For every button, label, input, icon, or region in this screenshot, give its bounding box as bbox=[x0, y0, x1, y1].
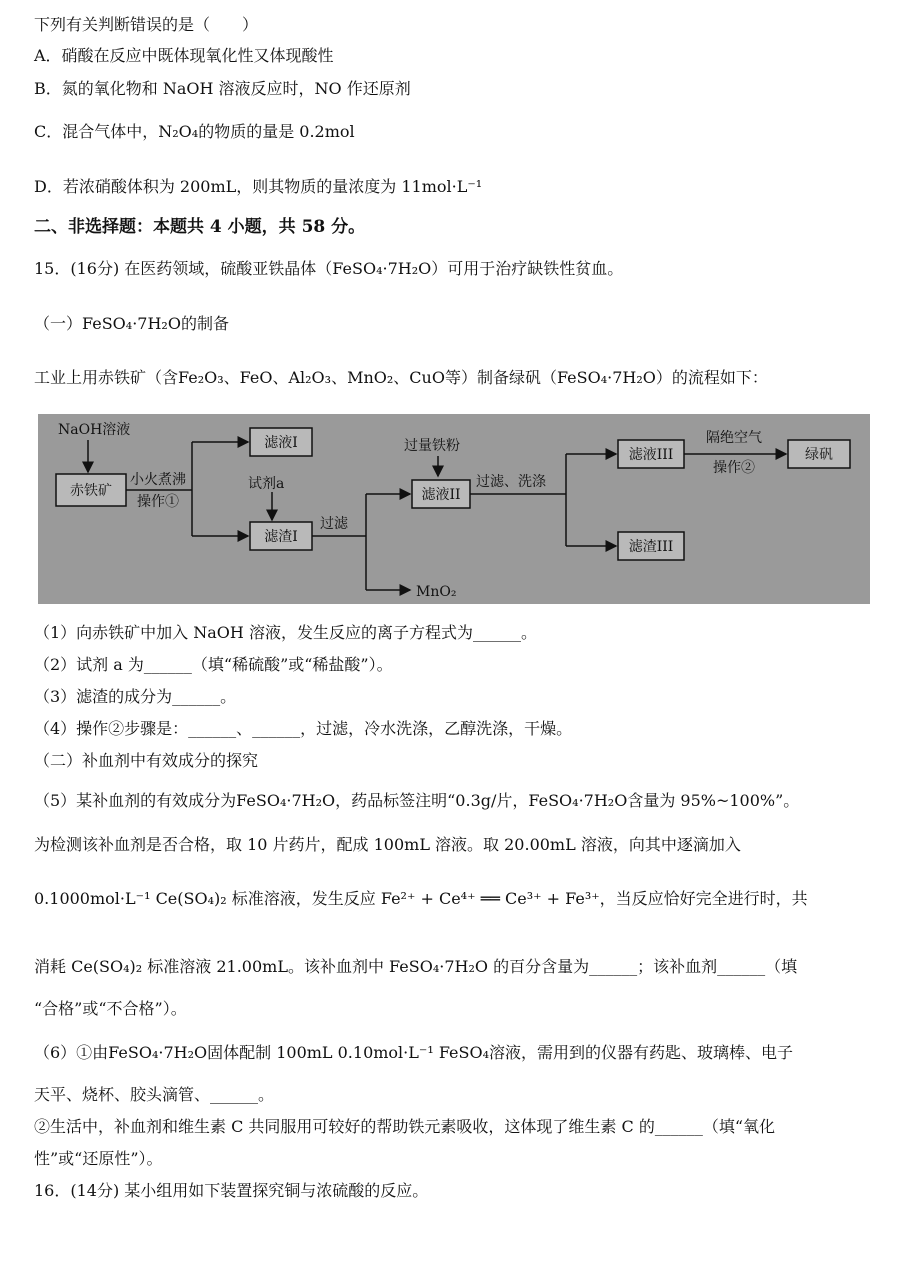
q15-sub6-line2: 天平、烧杯、胶头滴管、______。 bbox=[34, 1085, 275, 1104]
q14-option-d: D．若浓硝酸体积为 200mL，则其物质的量浓度为 11mol·L⁻¹ bbox=[34, 177, 483, 196]
isolate-label: 隔绝空气 bbox=[706, 430, 762, 446]
q15-sub1: （1）向赤铁矿中加入 NaOH 溶液，发生反应的离子方程式为______。 bbox=[34, 623, 537, 642]
product-label: 绿矾 bbox=[805, 447, 833, 463]
op2-label: 操作② bbox=[713, 460, 755, 476]
q15-part1-heading: （一）FeSO₄·7H₂O的制备 bbox=[34, 314, 229, 333]
q14-option-b: B．氮的氧化物和 NaOH 溶液反应时，NO 作还原剂 bbox=[34, 79, 411, 98]
q15-part2-heading: （二）补血剂中有效成分的探究 bbox=[34, 751, 259, 770]
ore-label: 赤铁矿 bbox=[70, 483, 112, 499]
filtrate3-label: 滤液III bbox=[628, 447, 674, 463]
q15-sub5-line5: “合格”或“不合格”）。 bbox=[34, 999, 187, 1018]
q15-sub2: （2）试剂 a 为______（填“稀硫酸”或“稀盐酸”）。 bbox=[34, 655, 393, 674]
naoh-label: NaOH溶液 bbox=[58, 422, 131, 438]
q15-sub3: （3）滤渣的成分为______。 bbox=[34, 687, 237, 706]
filtrate2-label: 滤液II bbox=[421, 487, 461, 503]
q15-sub6-line4: 性”或“还原性”）。 bbox=[34, 1149, 163, 1168]
q14-option-c: C．混合气体中，N₂O₄的物质的量是 0.2mol bbox=[34, 122, 355, 141]
boil-label: 小火煮沸 bbox=[130, 472, 186, 488]
filtrate1-label: 滤液I bbox=[264, 435, 298, 451]
flowchart-svg bbox=[38, 414, 870, 604]
mno2-label: MnO₂ bbox=[416, 584, 457, 600]
residue3-label: 滤渣III bbox=[628, 539, 674, 555]
section-heading: 二、非选择题：本题共 4 小题，共 58 分。 bbox=[34, 217, 366, 237]
q15-sub4: （4）操作②步骤是：______、______，过滤，冷水洗涤，乙醇洗涤，干燥。 bbox=[34, 719, 573, 738]
reagent-a-label: 试剂a bbox=[248, 476, 285, 492]
filter-wash-label: 过滤、洗涤 bbox=[476, 474, 546, 490]
q14-option-a: A．硝酸在反应中既体现氧化性又体现酸性 bbox=[34, 46, 334, 65]
q15-sub5-line3: 0.1000mol·L⁻¹ Ce(SO₄)₂ 标准溶液，发生反应 Fe²⁺ + Ce⁴⁺ ══ Ce³⁺ + Fe³⁺，当反应恰好完全进行时，共 bbox=[34, 889, 808, 908]
q15-flow-intro: 工业上用赤铁矿（含Fe₂O₃、FeO、Al₂O₃、MnO₂、CuO等）制备绿矾（FeSO₄·7H₂O）的流程如下： bbox=[34, 368, 768, 387]
residue1-label: 滤渣I bbox=[264, 529, 298, 545]
filter1-label: 过滤 bbox=[320, 516, 348, 532]
iron-label: 过量铁粉 bbox=[404, 438, 460, 454]
q15-sub5-line1: （5）某补血剂的有效成分为FeSO₄·7H₂O，药品标签注明“0.3g/片，FeSO₄·7H₂O含量为 95%~100%”。 bbox=[34, 791, 800, 810]
q15-sub5-line4: 消耗 Ce(SO₄)₂ 标准溶液 21.00mL。该补血剂中 FeSO₄·7H₂O 的百分含量为______；该补血剂______（填 bbox=[34, 957, 798, 976]
q15-intro: 15．(16分) 在医药领域，硫酸亚铁晶体（FeSO₄·7H₂O）可用于治疗缺铁性贫血。 bbox=[34, 259, 624, 278]
op1-label: 操作① bbox=[137, 494, 179, 510]
q15-sub5-line2: 为检测该补血剂是否合格，取 10 片药片，配成 100mL 溶液。取 20.00mL 溶液，向其中逐滴加入 bbox=[34, 835, 741, 854]
flowchart bbox=[38, 414, 870, 604]
q14-stem: 下列有关判断错误的是（ ） bbox=[34, 15, 259, 34]
q15-sub6-line1: （6）①由FeSO₄·7H₂O固体配制 100mL 0.10mol·L⁻¹ FeSO₄溶液，需用到的仪器有药匙、玻璃棒、电子 bbox=[34, 1043, 794, 1062]
q15-sub6-line3: ②生活中，补血剂和维生素 C 共同服用可较好的帮助铁元素吸收，这体现了维生素 C 的______（填“氧化 bbox=[34, 1117, 776, 1136]
q16-intro: 16．(14分) 某小组用如下装置探究铜与浓硫酸的反应。 bbox=[34, 1181, 429, 1200]
